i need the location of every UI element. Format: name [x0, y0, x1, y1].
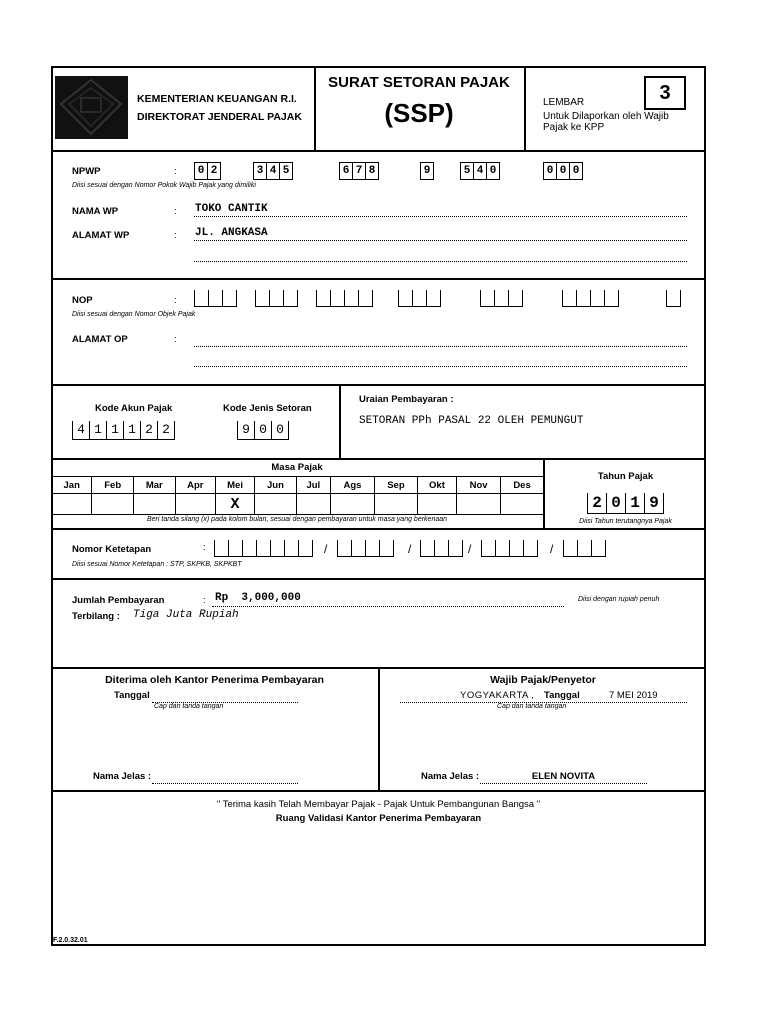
- terbilang-label: Terbilang :: [72, 611, 120, 622]
- jumlah-note: Diisi dengan rupiah penuh: [578, 596, 660, 603]
- nop-group[interactable]: [562, 290, 619, 308]
- kode-akun-digit[interactable]: 4: [72, 421, 89, 440]
- ketetapan-digit-box[interactable]: [448, 540, 463, 557]
- kode-akun-digit[interactable]: 1: [89, 421, 106, 440]
- nop-digit-box[interactable]: [330, 290, 344, 307]
- npwp-digit[interactable]: 7: [352, 162, 365, 180]
- jumlah-pembayaran-value[interactable]: Rp 3,000,000: [215, 592, 301, 604]
- nop-digit-box[interactable]: [494, 290, 508, 307]
- terbilang-value[interactable]: Tiga Juta Rupiah: [133, 609, 239, 621]
- nama-wp-label: NAMA WP: [72, 206, 119, 217]
- nop-digit-box[interactable]: [412, 290, 426, 307]
- ketetapan-slash: /: [468, 542, 472, 556]
- payer-comma: ,: [531, 690, 534, 701]
- npwp-digit[interactable]: 5: [279, 162, 293, 180]
- nop-digit-box[interactable]: [590, 290, 604, 307]
- nop-group[interactable]: [255, 290, 298, 308]
- ministry-logo: [55, 76, 128, 139]
- payer-date: 7 MEI 2019: [609, 690, 658, 701]
- kode-akun-digit[interactable]: 2: [157, 421, 175, 440]
- payer-cap-note: Cap dan tanda tangan: [497, 703, 567, 710]
- month-mark-jun[interactable]: [255, 494, 297, 515]
- nop-digit-box[interactable]: [316, 290, 330, 307]
- nop-digit-box[interactable]: [604, 290, 619, 307]
- npwp-digit[interactable]: 4: [473, 162, 486, 180]
- npwp-digit[interactable]: 3: [253, 162, 266, 180]
- uraian-label: Uraian Pembayaran :: [359, 394, 454, 405]
- npwp-digit[interactable]: 4: [266, 162, 279, 180]
- npwp-group[interactable]: [543, 162, 583, 180]
- ketetapan-digit-box[interactable]: [379, 540, 394, 557]
- ketetapan-digit-box[interactable]: [214, 540, 228, 557]
- npwp-digit[interactable]: 0: [569, 162, 583, 180]
- ketetapan-note: Diisi sesuai Nomor Ketetapan : STP, SKPKB, SKPKBT: [72, 561, 242, 568]
- npwp-note: Diisi sesuai dengan Nomor Pokok Wajib Pajak yang dimiliki: [72, 182, 256, 189]
- npwp-digit[interactable]: 0: [194, 162, 207, 180]
- validation-area-label: Ruang Validasi Kantor Penerima Pembayaran: [275, 813, 482, 824]
- uraian-value[interactable]: SETORAN PPh PASAL 22 OLEH PEMUNGUT: [359, 415, 584, 427]
- jumlah-pembayaran-label: Jumlah Pembayaran: [72, 595, 165, 606]
- receiver-cap-note: Cap dan tanda tangan: [154, 703, 224, 710]
- payer-nama-value[interactable]: ELEN NOVITA: [531, 771, 596, 782]
- npwp-label: NPWP: [72, 166, 101, 177]
- ketetapan-digit-box[interactable]: [298, 540, 313, 557]
- month-header-ags: Ags: [330, 477, 374, 494]
- nop-note: Diisi sesuai dengan Nomor Objek Pajak: [72, 311, 196, 318]
- masa-months-row: [52, 477, 544, 494]
- jumlah-colon: :: [203, 595, 206, 606]
- nop-digit-box[interactable]: [358, 290, 373, 307]
- divider-masa: [51, 528, 706, 530]
- divider-wp: [51, 278, 706, 280]
- kode-akun-label: Kode Akun Pajak: [95, 403, 173, 414]
- receiver-tanggal-label: Tanggal: [114, 690, 150, 701]
- tahun-pajak-label: Tahun Pajak: [597, 471, 654, 482]
- nop-digit-box[interactable]: [255, 290, 269, 307]
- lembar-desc-2: Pajak ke KPP: [543, 122, 605, 133]
- masa-note: Beri tanda silang (x) pada kolom bulan, sesuai dengan pembayaran untuk masa yang berkenaan: [146, 516, 448, 523]
- npwp-digit[interactable]: 0: [543, 162, 556, 180]
- npwp-digit[interactable]: 2: [207, 162, 221, 180]
- month-mark-mei[interactable]: X: [215, 494, 254, 515]
- masa-marks-row[interactable]: [52, 494, 544, 515]
- npwp-digit[interactable]: 0: [556, 162, 569, 180]
- ketetapan-digit-box[interactable]: [256, 540, 270, 557]
- payer-title: Wajib Pajak/Penyetor: [490, 674, 596, 686]
- month-mark-feb[interactable]: [92, 494, 134, 515]
- alamat-wp-line-1: [194, 240, 687, 241]
- ketetapan-slash: /: [324, 542, 328, 556]
- month-header-mei: Mei: [215, 477, 254, 494]
- payer-nama-label: Nama Jelas :: [421, 771, 480, 782]
- divider-op: [51, 384, 706, 386]
- nop-digit-box[interactable]: [666, 290, 681, 307]
- nop-digit-box[interactable]: [222, 290, 237, 307]
- nop-digit-box[interactable]: [480, 290, 494, 307]
- month-mark-sep[interactable]: [375, 494, 418, 515]
- ketetapan-digit-box[interactable]: [284, 540, 298, 557]
- ketetapan-digit-box[interactable]: [495, 540, 509, 557]
- ketetapan-slash: /: [408, 542, 412, 556]
- npwp-group[interactable]: [420, 162, 434, 180]
- ketetapan-digit-box[interactable]: [591, 540, 606, 557]
- nop-digit-box[interactable]: [283, 290, 298, 307]
- ketetapan-digit-box[interactable]: [577, 540, 591, 557]
- npwp-group[interactable]: [460, 162, 500, 180]
- nop-digit-box[interactable]: [208, 290, 222, 307]
- nop-digit-box[interactable]: [576, 290, 590, 307]
- month-header-okt: Okt: [417, 477, 456, 494]
- npwp-digit[interactable]: 0: [486, 162, 500, 180]
- month-header-jan: Jan: [52, 477, 92, 494]
- month-mark-apr[interactable]: [175, 494, 215, 515]
- month-mark-mar[interactable]: [133, 494, 175, 515]
- ketetapan-digit-box[interactable]: [242, 540, 256, 557]
- kode-jenis-digit[interactable]: 0: [271, 421, 289, 440]
- ketetapan-colon: :: [203, 542, 206, 553]
- month-header-apr: Apr: [175, 477, 215, 494]
- divider-ketetapan: [51, 578, 706, 580]
- tahun-pajak-field[interactable]: [587, 493, 664, 513]
- tahun-digit[interactable]: 9: [644, 493, 664, 514]
- kode-jenis-field[interactable]: [237, 421, 289, 439]
- payer-city: YOGYAKARTA: [460, 690, 529, 701]
- alamat-wp-label: ALAMAT WP: [72, 230, 130, 241]
- ketetapan-digit-box[interactable]: [523, 540, 538, 557]
- receiver-nama-label: Nama Jelas :: [93, 771, 152, 782]
- npwp-group[interactable]: [339, 162, 379, 180]
- footer-quote: " Terima kasih Telah Membayar Pajak - Pajak Untuk Pembangunan Bangsa ": [216, 799, 541, 810]
- alamat-op-label: ALAMAT OP: [72, 334, 128, 345]
- nop-group[interactable]: [480, 290, 523, 308]
- form-title: SURAT SETORAN PAJAK: [328, 74, 510, 91]
- month-header-feb: Feb: [92, 477, 134, 494]
- divider-header: [51, 150, 706, 152]
- masa-pajak-label: Masa Pajak: [271, 462, 323, 473]
- npwp-group[interactable]: [253, 162, 293, 180]
- npwp-digit[interactable]: 6: [339, 162, 352, 180]
- npwp-digit[interactable]: 9: [420, 162, 434, 180]
- kode-jenis-label: Kode Jenis Setoran: [223, 403, 312, 414]
- ketetapan-group[interactable]: [337, 540, 394, 558]
- month-header-nov: Nov: [457, 477, 501, 494]
- alamat-op-line-2[interactable]: [194, 366, 687, 367]
- month-mark-nov[interactable]: [457, 494, 501, 515]
- nop-digit-box[interactable]: [344, 290, 358, 307]
- tahun-note: Diisi Tahun terutangnya Pajak: [579, 518, 672, 525]
- npwp-digit[interactable]: 8: [365, 162, 379, 180]
- month-header-sep: Sep: [375, 477, 418, 494]
- tahun-digit[interactable]: 2: [587, 493, 606, 514]
- masa-pajak-table[interactable]: [51, 476, 544, 515]
- nop-digit-box[interactable]: [562, 290, 576, 307]
- nop-digit-box[interactable]: [426, 290, 441, 307]
- nop-group[interactable]: [194, 290, 237, 308]
- nop-group[interactable]: [666, 290, 681, 308]
- payer-nama-line: [480, 783, 647, 784]
- tahun-digit[interactable]: 1: [625, 493, 644, 514]
- ketetapan-digit-box[interactable]: [420, 540, 434, 557]
- alamat-wp-colon: :: [174, 230, 177, 241]
- month-mark-des[interactable]: [501, 494, 544, 515]
- alamat-wp-value[interactable]: JL. ANGKASA: [195, 227, 268, 239]
- nomor-ketetapan-label: Nomor Ketetapan: [72, 544, 152, 555]
- npwp-colon: :: [174, 166, 177, 177]
- kode-jenis-digit[interactable]: 9: [237, 421, 254, 440]
- kode-akun-digit[interactable]: 1: [106, 421, 123, 440]
- ketetapan-digit-box[interactable]: [351, 540, 365, 557]
- ketetapan-group[interactable]: [420, 540, 463, 558]
- kode-akun-digit[interactable]: 2: [140, 421, 157, 440]
- npwp-group[interactable]: [194, 162, 221, 180]
- alamat-op-line-1[interactable]: [194, 346, 687, 347]
- month-mark-jan[interactable]: [52, 494, 92, 515]
- ketetapan-group[interactable]: [214, 540, 313, 558]
- lembar-label: LEMBAR: [543, 97, 585, 108]
- alamat-op-colon: :: [174, 334, 177, 345]
- form-code: (SSP): [384, 98, 454, 128]
- tahun-digit[interactable]: 0: [606, 493, 625, 514]
- directorate-name: DIREKTORAT JENDERAL PAJAK: [137, 111, 302, 123]
- lembar-desc-1: Untuk Dilaporkan oleh Wajib: [543, 111, 669, 122]
- month-header-jul: Jul: [296, 477, 330, 494]
- nama-wp-value[interactable]: TOKO CANTIK: [195, 203, 268, 215]
- kode-akun-digit[interactable]: 1: [123, 421, 140, 440]
- header-divider-right: [524, 66, 526, 151]
- ketetapan-digit-box[interactable]: [365, 540, 379, 557]
- nop-digit-box[interactable]: [398, 290, 412, 307]
- npwp-digit[interactable]: 5: [460, 162, 473, 180]
- kode-akun-field[interactable]: [72, 421, 175, 439]
- jumlah-line: [212, 606, 564, 607]
- month-header-jun: Jun: [255, 477, 297, 494]
- ketetapan-slash: /: [550, 542, 554, 556]
- payer-tanggal-label: Tanggal: [544, 690, 580, 701]
- ketetapan-digit-box[interactable]: [270, 540, 284, 557]
- alamat-wp-line-2: [194, 261, 687, 262]
- ketetapan-digit-box[interactable]: [228, 540, 242, 557]
- ketetapan-group[interactable]: [481, 540, 538, 558]
- ministry-name: KEMENTERIAN KEUANGAN R.I.: [137, 93, 297, 105]
- ketetapan-group[interactable]: [563, 540, 606, 558]
- nama-wp-colon: :: [174, 206, 177, 217]
- month-mark-jul[interactable]: [296, 494, 330, 515]
- month-header-des: Des: [501, 477, 544, 494]
- ketetapan-digit-box[interactable]: [563, 540, 577, 557]
- nop-colon: :: [174, 295, 177, 306]
- ketetapan-digit-box[interactable]: [337, 540, 351, 557]
- divider-kode: [51, 458, 706, 460]
- receiver-nama-line[interactable]: [152, 783, 298, 784]
- kode-jenis-digit[interactable]: 0: [254, 421, 271, 440]
- month-mark-ags[interactable]: [330, 494, 374, 515]
- nop-group[interactable]: [316, 290, 373, 308]
- nop-digit-box[interactable]: [194, 290, 208, 307]
- nop-label: NOP: [72, 295, 93, 306]
- nop-group[interactable]: [398, 290, 441, 308]
- lembar-number: 3: [644, 76, 686, 110]
- ketetapan-digit-box[interactable]: [509, 540, 523, 557]
- month-header-mar: Mar: [133, 477, 175, 494]
- ketetapan-digit-box[interactable]: [481, 540, 495, 557]
- form-code-footer: F.2.0.32.01: [53, 937, 88, 944]
- nop-digit-box[interactable]: [508, 290, 523, 307]
- kode-divider: [339, 384, 341, 459]
- nop-digit-box[interactable]: [269, 290, 283, 307]
- month-mark-okt[interactable]: [417, 494, 456, 515]
- nama-wp-line: [194, 216, 687, 217]
- ketetapan-digit-box[interactable]: [434, 540, 448, 557]
- receiver-title: Diterima oleh Kantor Penerima Pembayaran: [105, 674, 324, 686]
